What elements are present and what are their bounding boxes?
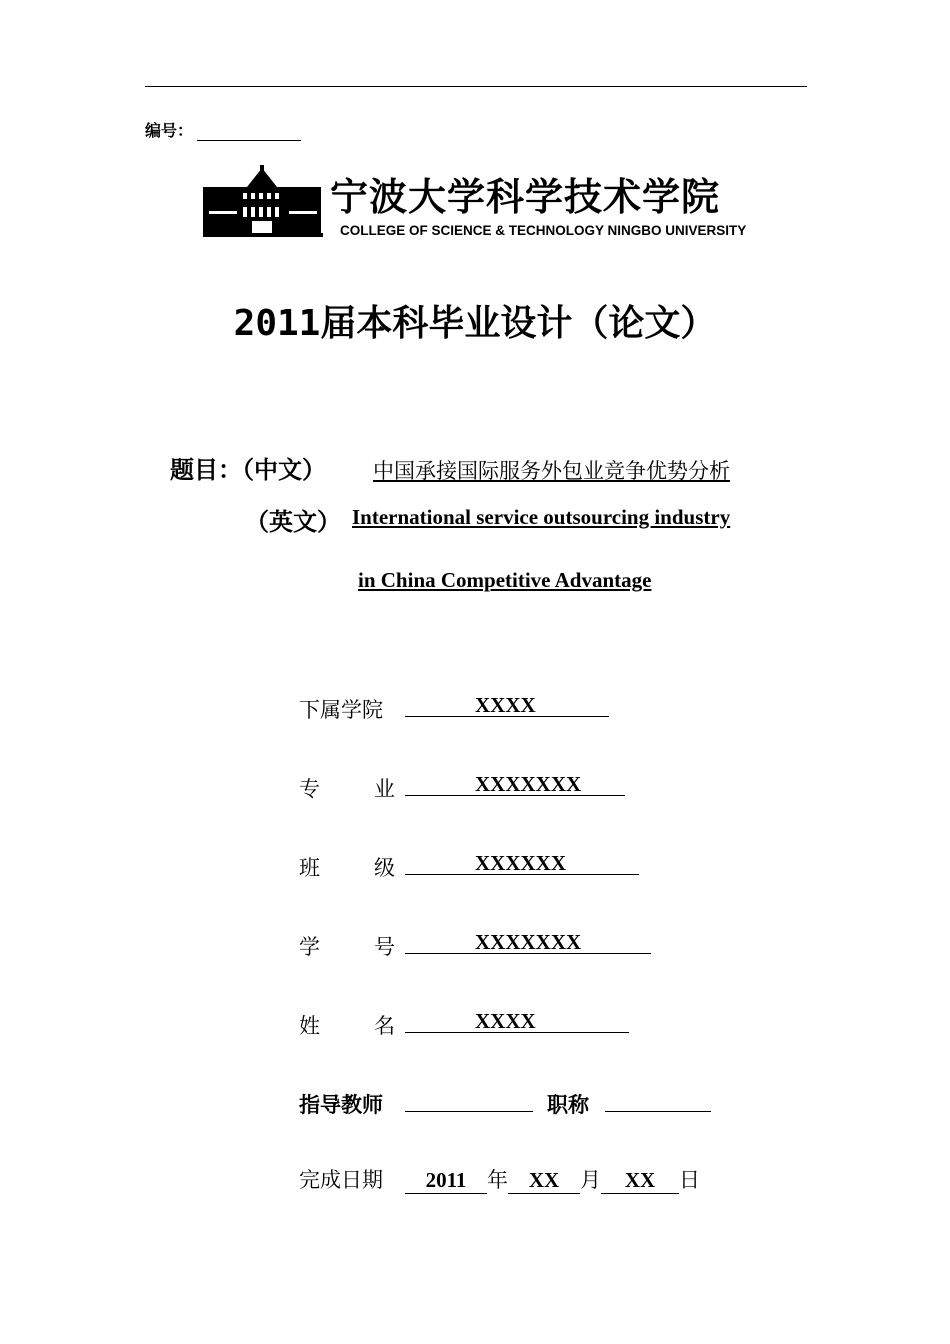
field-date-day-unit: 日	[679, 1168, 700, 1192]
logo-english-name: COLLEGE OF SCIENCE & TECHNOLOGY NINGBO UNIVERSITY	[340, 223, 747, 238]
field-advisor-blank[interactable]	[405, 1087, 533, 1112]
field-student-id	[299, 929, 651, 961]
field-major-label-b: 业	[374, 777, 395, 801]
document-number	[145, 118, 301, 141]
field-date	[299, 1164, 700, 1194]
field-major-value: XXXXXXX	[475, 772, 582, 796]
field-date-day[interactable]: XX	[601, 1168, 679, 1194]
field-college-blank[interactable]	[405, 692, 609, 717]
field-name	[299, 1008, 629, 1040]
field-class-label-b: 级	[374, 856, 395, 880]
field-date-year-unit: 年	[487, 1168, 508, 1192]
field-date-month-unit: 月	[580, 1168, 601, 1192]
field-major-label-a: 专	[299, 777, 320, 801]
field-major-label	[299, 773, 395, 803]
field-class-label-a: 班	[299, 856, 320, 880]
field-name-label-b: 名	[374, 1014, 395, 1038]
field-date-month[interactable]: XX	[508, 1168, 580, 1194]
subject-en-title-line1[interactable]: International service outsourcing industry	[352, 505, 731, 529]
field-student-id-label-b: 号	[374, 935, 395, 959]
field-college-label: 下属学院	[299, 698, 383, 722]
field-student-id-blank[interactable]	[405, 929, 651, 954]
field-class-label	[299, 852, 395, 882]
field-major-blank[interactable]	[405, 771, 625, 796]
header-rule	[145, 86, 807, 87]
field-name-value: XXXX	[475, 1009, 536, 1033]
subject-en-title-line2[interactable]: in China Competitive Advantage	[358, 568, 652, 592]
field-class-blank[interactable]	[405, 850, 639, 875]
logo-chinese-name: 宁波大学科学技术学院	[330, 174, 721, 219]
field-date-label: 完成日期	[299, 1168, 383, 1192]
field-advisor	[299, 1087, 711, 1119]
field-college	[299, 692, 609, 724]
subject-en-label: （英文）	[245, 508, 341, 536]
field-name-blank[interactable]	[405, 1008, 629, 1033]
field-date-year[interactable]: 2011	[405, 1168, 487, 1194]
field-major	[299, 771, 625, 803]
document-number-label: 编号：	[145, 121, 194, 140]
field-name-label-a: 姓	[299, 1014, 320, 1038]
page-title: 2011届本科毕业设计（论文）	[233, 303, 717, 344]
field-class	[299, 850, 639, 882]
field-name-label	[299, 1010, 395, 1040]
field-student-id-label	[299, 931, 395, 961]
field-advisor-label: 指导教师	[299, 1093, 383, 1117]
field-student-id-value: XXXXXXX	[475, 930, 582, 954]
subject-cn-title[interactable]: 中国承接国际服务外包业竞争优势分析	[373, 459, 730, 483]
field-college-value: XXXX	[475, 693, 536, 717]
field-title-blank[interactable]	[605, 1087, 711, 1112]
document-number-blank[interactable]	[197, 126, 301, 141]
field-class-value: XXXXXX	[475, 851, 566, 875]
subject-label: 题目：（中文）	[170, 456, 326, 484]
field-student-id-label-a: 学	[299, 935, 320, 959]
field-title-label: 职称	[547, 1093, 589, 1117]
